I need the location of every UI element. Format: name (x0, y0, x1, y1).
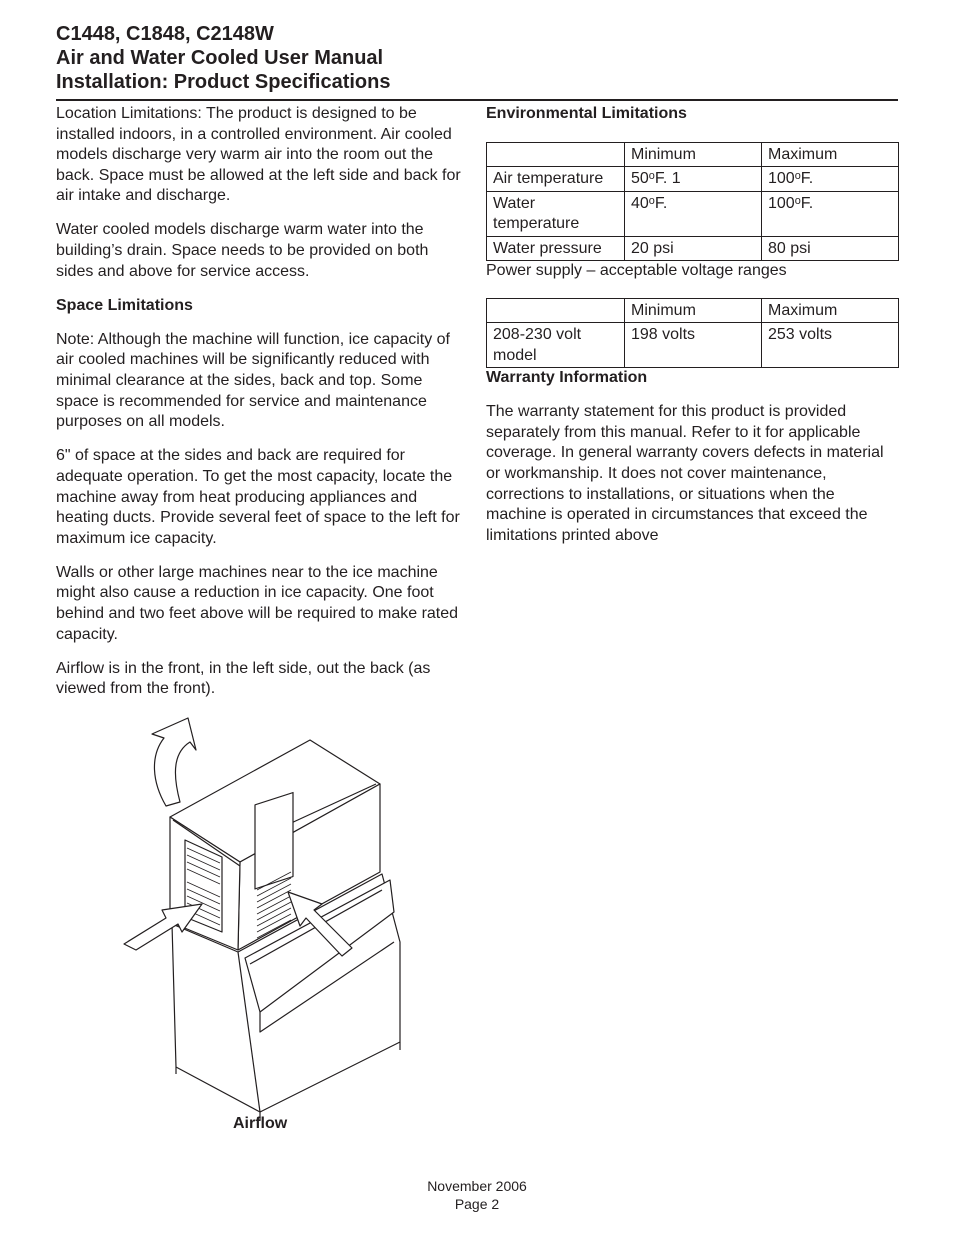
table-header-row (487, 142, 899, 167)
water-cooled-text: Water cooled models discharge warm water into the building’s drain. Space needs to be provided on both sides and above for service access. (56, 221, 429, 280)
table-header-min: Minimum (625, 142, 762, 167)
row-min: 40ᵒF. (625, 191, 762, 236)
row-min: 198 volts (625, 323, 762, 368)
location-limitations-text: Location Limitations: The product is designed to be installed indoors, in a controlled environment. Air cooled models discharge very warm air into the room out the back. Space must be allowed at the left side and back for air intake and discharge. (56, 105, 461, 205)
table-header-min: Minimum (625, 298, 762, 323)
row-min: 20 psi (625, 236, 762, 261)
environmental-table (486, 142, 899, 262)
right-column (486, 104, 898, 560)
row-label: Water pressure (487, 236, 625, 261)
walls-text: Walls or other large machines near to the ice machine might also cause a reduction in ice capacity. One foot behind and two feet above will be required to make rated capacity. (56, 563, 459, 643)
warranty-text: The warranty statement for this product is provided separately from this manual. Refer to it for applicable coverage. In general warranty covers defects in material or workmanship. It does not cover maintenance, corrections to installations, or situations when the machine is operated in circumstances that exceed the limitations printed above (486, 403, 884, 544)
row-label: Air temperature (487, 167, 625, 192)
airflow-figure (110, 712, 410, 1124)
page-footer (0, 1177, 954, 1213)
clearance-text: 6" of space at the sides and back are required for adequate operation. To get the most capacity, locate the machine away from heat producing appliances and heating ducts. Provide several feet of space to the left for maximum ice capacity. (56, 447, 460, 547)
table-row (487, 323, 899, 368)
table-row (487, 236, 899, 261)
row-min: 50ᵒF. 1 (625, 167, 762, 192)
space-limitations-heading: Space Limitations (56, 296, 193, 314)
ice-machine-illustration (110, 712, 410, 1124)
airflow-text: Airflow is in the front, in the left side, out the back (as viewed from the front). (56, 659, 431, 698)
environmental-heading: Environmental Limitations (486, 105, 687, 122)
header-rule (56, 99, 898, 101)
space-note-text: Note: Although the machine will function, ice capacity of air cooled machines will be significantly reduced with minimal clearance at the sides, back and top. Some space is recommended for service and maintenance purposes on all models. (56, 330, 450, 431)
page-header (56, 22, 898, 94)
row-max: 100ᵒF. (762, 167, 899, 192)
page-number: Page 2 (454, 1196, 500, 1212)
row-max: 80 psi (762, 236, 899, 261)
table-cell (487, 298, 625, 323)
row-label: Water temperature (487, 191, 625, 236)
warranty-heading: Warranty Information (486, 369, 648, 387)
left-column (56, 104, 468, 713)
table-header-row (487, 298, 899, 323)
table-header-max: Maximum (762, 298, 899, 323)
table-header-max: Maximum (762, 142, 899, 167)
row-label: 208-230 volt model (487, 323, 625, 368)
model-title: C1448, C1848, C2148W (56, 23, 274, 45)
power-supply-table (486, 298, 899, 369)
table-row (487, 167, 899, 192)
row-max: 100ᵒF. (762, 191, 899, 236)
figure-caption: Airflow (233, 1115, 288, 1132)
table-row (487, 191, 899, 236)
table-cell (487, 142, 625, 167)
manual-title: Air and Water Cooled User Manual (56, 47, 384, 69)
row-max: 253 volts (762, 323, 899, 368)
footer-date: November 2006 (427, 1178, 527, 1194)
power-supply-heading: Power supply – acceptable voltage ranges (486, 262, 787, 280)
section-title: Installation: Product Specifications (56, 71, 391, 93)
